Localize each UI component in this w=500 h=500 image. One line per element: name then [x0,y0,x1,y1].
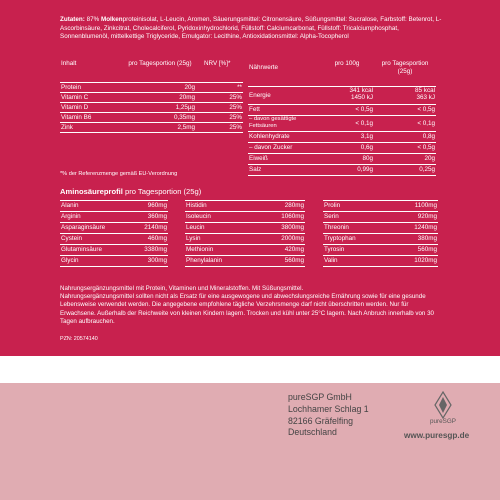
ingredients-label: Zutaten: [60,16,85,23]
nutrition-cell: < 0,5g [320,105,374,116]
nutrition-cell: 0,6g [320,143,374,154]
amino-value: 3800mg [258,223,305,234]
nrv-cell: 2,5mg [117,123,203,133]
nrv-cell: 0,35mg [117,113,203,123]
table-row [248,165,436,176]
amino-title [60,187,201,196]
nutrition-cell: – davon Zucker [248,143,320,154]
table-row [60,245,168,256]
nutrition-cell: 0,25g [374,165,436,176]
pzn-number: PZN: 20574140 [60,336,98,342]
amino-value: 300mg [130,256,168,267]
nutrition-cell: Kohlenhydrate [248,132,320,143]
table-row [185,223,305,234]
amino-value: 960mg [130,201,168,212]
nrv-cell: 25% [203,113,243,123]
amino-name: Arginin [60,212,130,223]
nutrition-cell: – davon gesättigte Fettsäuren [248,116,320,132]
amino-value: 360mg [130,212,168,223]
table-row [248,154,436,165]
table-row [185,245,305,256]
amino-title-rest: pro Tagesportion (25g) [122,187,202,196]
amino-value: 1240mg [389,223,438,234]
amino-value: 3380mg [130,245,168,256]
amino-name: Tyrosin [323,245,389,256]
brand-name: pureSGP [430,418,456,425]
amino-value: 1020mg [389,256,438,267]
table-row [60,234,168,245]
amino-value: 460mg [130,234,168,245]
amino-name: Alanin [60,201,130,212]
amino-value: 380mg [389,234,438,245]
amino-value: 280mg [258,201,305,212]
notes-line-2: Nahrungsergänzungsmittel sollten nicht als Ersatz für eine ausgewogene und abwechslungsreiche Ernährung sowie für eine gesunde Lebensweise verwendet werden. Die angegebene empfohlene tägliche Verzehrsmenge darf nicht überschritten werden. Nur für Erwachsene. Außerhalb der Reichweite von kleinen Kindern lagern. Trocken und kühl unter 25°C lagern. Nach Anbruch innerhalb von 30 Tagen aufbrauchen. [60,293,434,325]
table-row [185,234,305,245]
nrv-table [60,58,243,133]
nutrition-cell: 3,1g [320,132,374,143]
amino-name: Isoleucin [185,212,258,223]
nutrition-cell: < 0,5g [374,143,436,154]
amino-value: 1100mg [389,201,438,212]
table-row [60,93,243,103]
website-link[interactable]: www.puresgp.de [404,431,470,440]
amino-table-2 [185,200,305,267]
nutrition-header-portion: pro Tagesportion (25g) [374,58,436,87]
divider-strip [0,356,500,383]
nutrition-cell: 0,8g [374,132,436,143]
amino-table-1 [60,200,168,267]
table-row [60,212,168,223]
nutrition-cell: Salz [248,165,320,176]
nutrition-header-100g: pro 100g [320,58,374,87]
table-row [60,201,168,212]
table-row [60,113,243,123]
nutrition-cell: Energie [248,87,320,105]
nutrition-cell: 0,99g [320,165,374,176]
table-row [185,212,305,223]
nutrition-header-naehrwerte: Nährwerte [248,58,320,87]
nrv-cell: 1,25µg [117,103,203,113]
ingredients-list: proteinisolat, L-Leucin, Aromen, Säuerungsmittel: Citronensäure, Süßungsmittel: Sucralose, Farbstoff: Betenrot, L-Ascorbinsäure, Zinkcitrat, Cholecalciferol, Pyridoxinhydrochlorid, Füllstoff: Calciumcarbonat, Füllstoff: Tricalciumphosphat, Sonnenblumenöl, mittelkettige Triglyceride, Emulgator: Lecithine, Antioxidationsmittel: Alpha-Tocopherol [60,16,442,41]
table-row [323,245,438,256]
nutrition-cell: Fett [248,105,320,116]
nrv-cell: Zink [60,123,117,133]
table-row [248,87,436,105]
amino-name: Glutaminsäure [60,245,130,256]
amino-name: Threonin [323,223,389,234]
table-row [248,116,436,132]
amino-name: Valin [323,256,389,267]
amino-name: Tryptophan [323,234,389,245]
amino-name: Histidin [185,201,258,212]
ingredients-main: Molken [100,16,123,23]
nutrition-cell: 85 kcal 363 kJ [374,87,436,105]
table-row [323,201,438,212]
nutrition-cell: < 0,5g [374,105,436,116]
amino-value: 1060mg [258,212,305,223]
table-row [323,223,438,234]
table-row [60,83,243,93]
nrv-cell: Vitamin B6 [60,113,117,123]
nrv-header-nrv: NRV [%]* [203,58,243,83]
nrv-cell: 25% [203,93,243,103]
usage-notes [60,285,445,326]
address-country: Deutschland [288,427,337,438]
nrv-cell: Vitamin C [60,93,117,103]
amino-title-bold: Aminosäureprofil [60,187,123,196]
table-row [248,143,436,154]
address-street: Lochhamer Schlag 1 [288,403,369,414]
nutrition-cell: 80g [320,154,374,165]
amino-name: Phenylalanin [185,256,258,267]
amino-name: Prolin [323,201,389,212]
nutrition-cell: Eiweiß [248,154,320,165]
nrv-header-portion: pro Tagesportion (25g) [117,58,203,83]
address-city: 82166 Gräfelfing [288,415,354,426]
table-row [60,123,243,133]
nutrition-cell: < 0,1g [320,116,374,132]
table-row [323,212,438,223]
amino-value: 560mg [258,256,305,267]
nrv-footnote: *% der Referenzmenge gemäß EU-Verordnung [60,171,178,177]
nrv-cell: 25% [203,123,243,133]
notes-line-1: Nahrungsergänzungsmittel mit Protein, Vitaminen und Mineralstoffen. Mit Süßungsmittel. [60,285,304,292]
amino-name: Glycin [60,256,130,267]
manufacturer-address [288,392,369,439]
table-row [60,256,168,267]
nrv-cell: ** [203,83,243,93]
nrv-cell: 25% [203,103,243,113]
table-row [323,234,438,245]
nrv-cell: Protein [60,83,117,93]
table-row [60,103,243,113]
address-company: pureSGP GmbH [288,392,352,402]
nrv-cell: Vitamin D [60,103,117,113]
nrv-cell: 20g [117,83,203,93]
nrv-cell: 20mg [117,93,203,103]
nutrition-cell: < 0,1g [374,116,436,132]
amino-value: 2140mg [130,223,168,234]
amino-name: Leucin [185,223,258,234]
table-row [248,132,436,143]
table-row [185,201,305,212]
table-row [323,256,438,267]
amino-value: 2000mg [258,234,305,245]
amino-name: Serin [323,212,389,223]
amino-value: 920mg [389,212,438,223]
ingredients-percent: 87% [84,16,101,23]
amino-table-3 [323,200,438,267]
amino-value: 420mg [258,245,305,256]
table-row [185,256,305,267]
nutrition-cell: 20g [374,154,436,165]
amino-name: Methionin [185,245,258,256]
nrv-header-inhalt: Inhalt [60,58,117,83]
table-row [248,105,436,116]
amino-name: Lysin [185,234,258,245]
amino-value: 560mg [389,245,438,256]
nutrition-table [248,58,436,176]
amino-name: Cystein [60,234,130,245]
nutrition-cell: 341 kcal 1450 kJ [320,87,374,105]
amino-name: Asparaginsäure [60,223,130,234]
ingredients-text [60,16,445,42]
table-row [60,223,168,234]
